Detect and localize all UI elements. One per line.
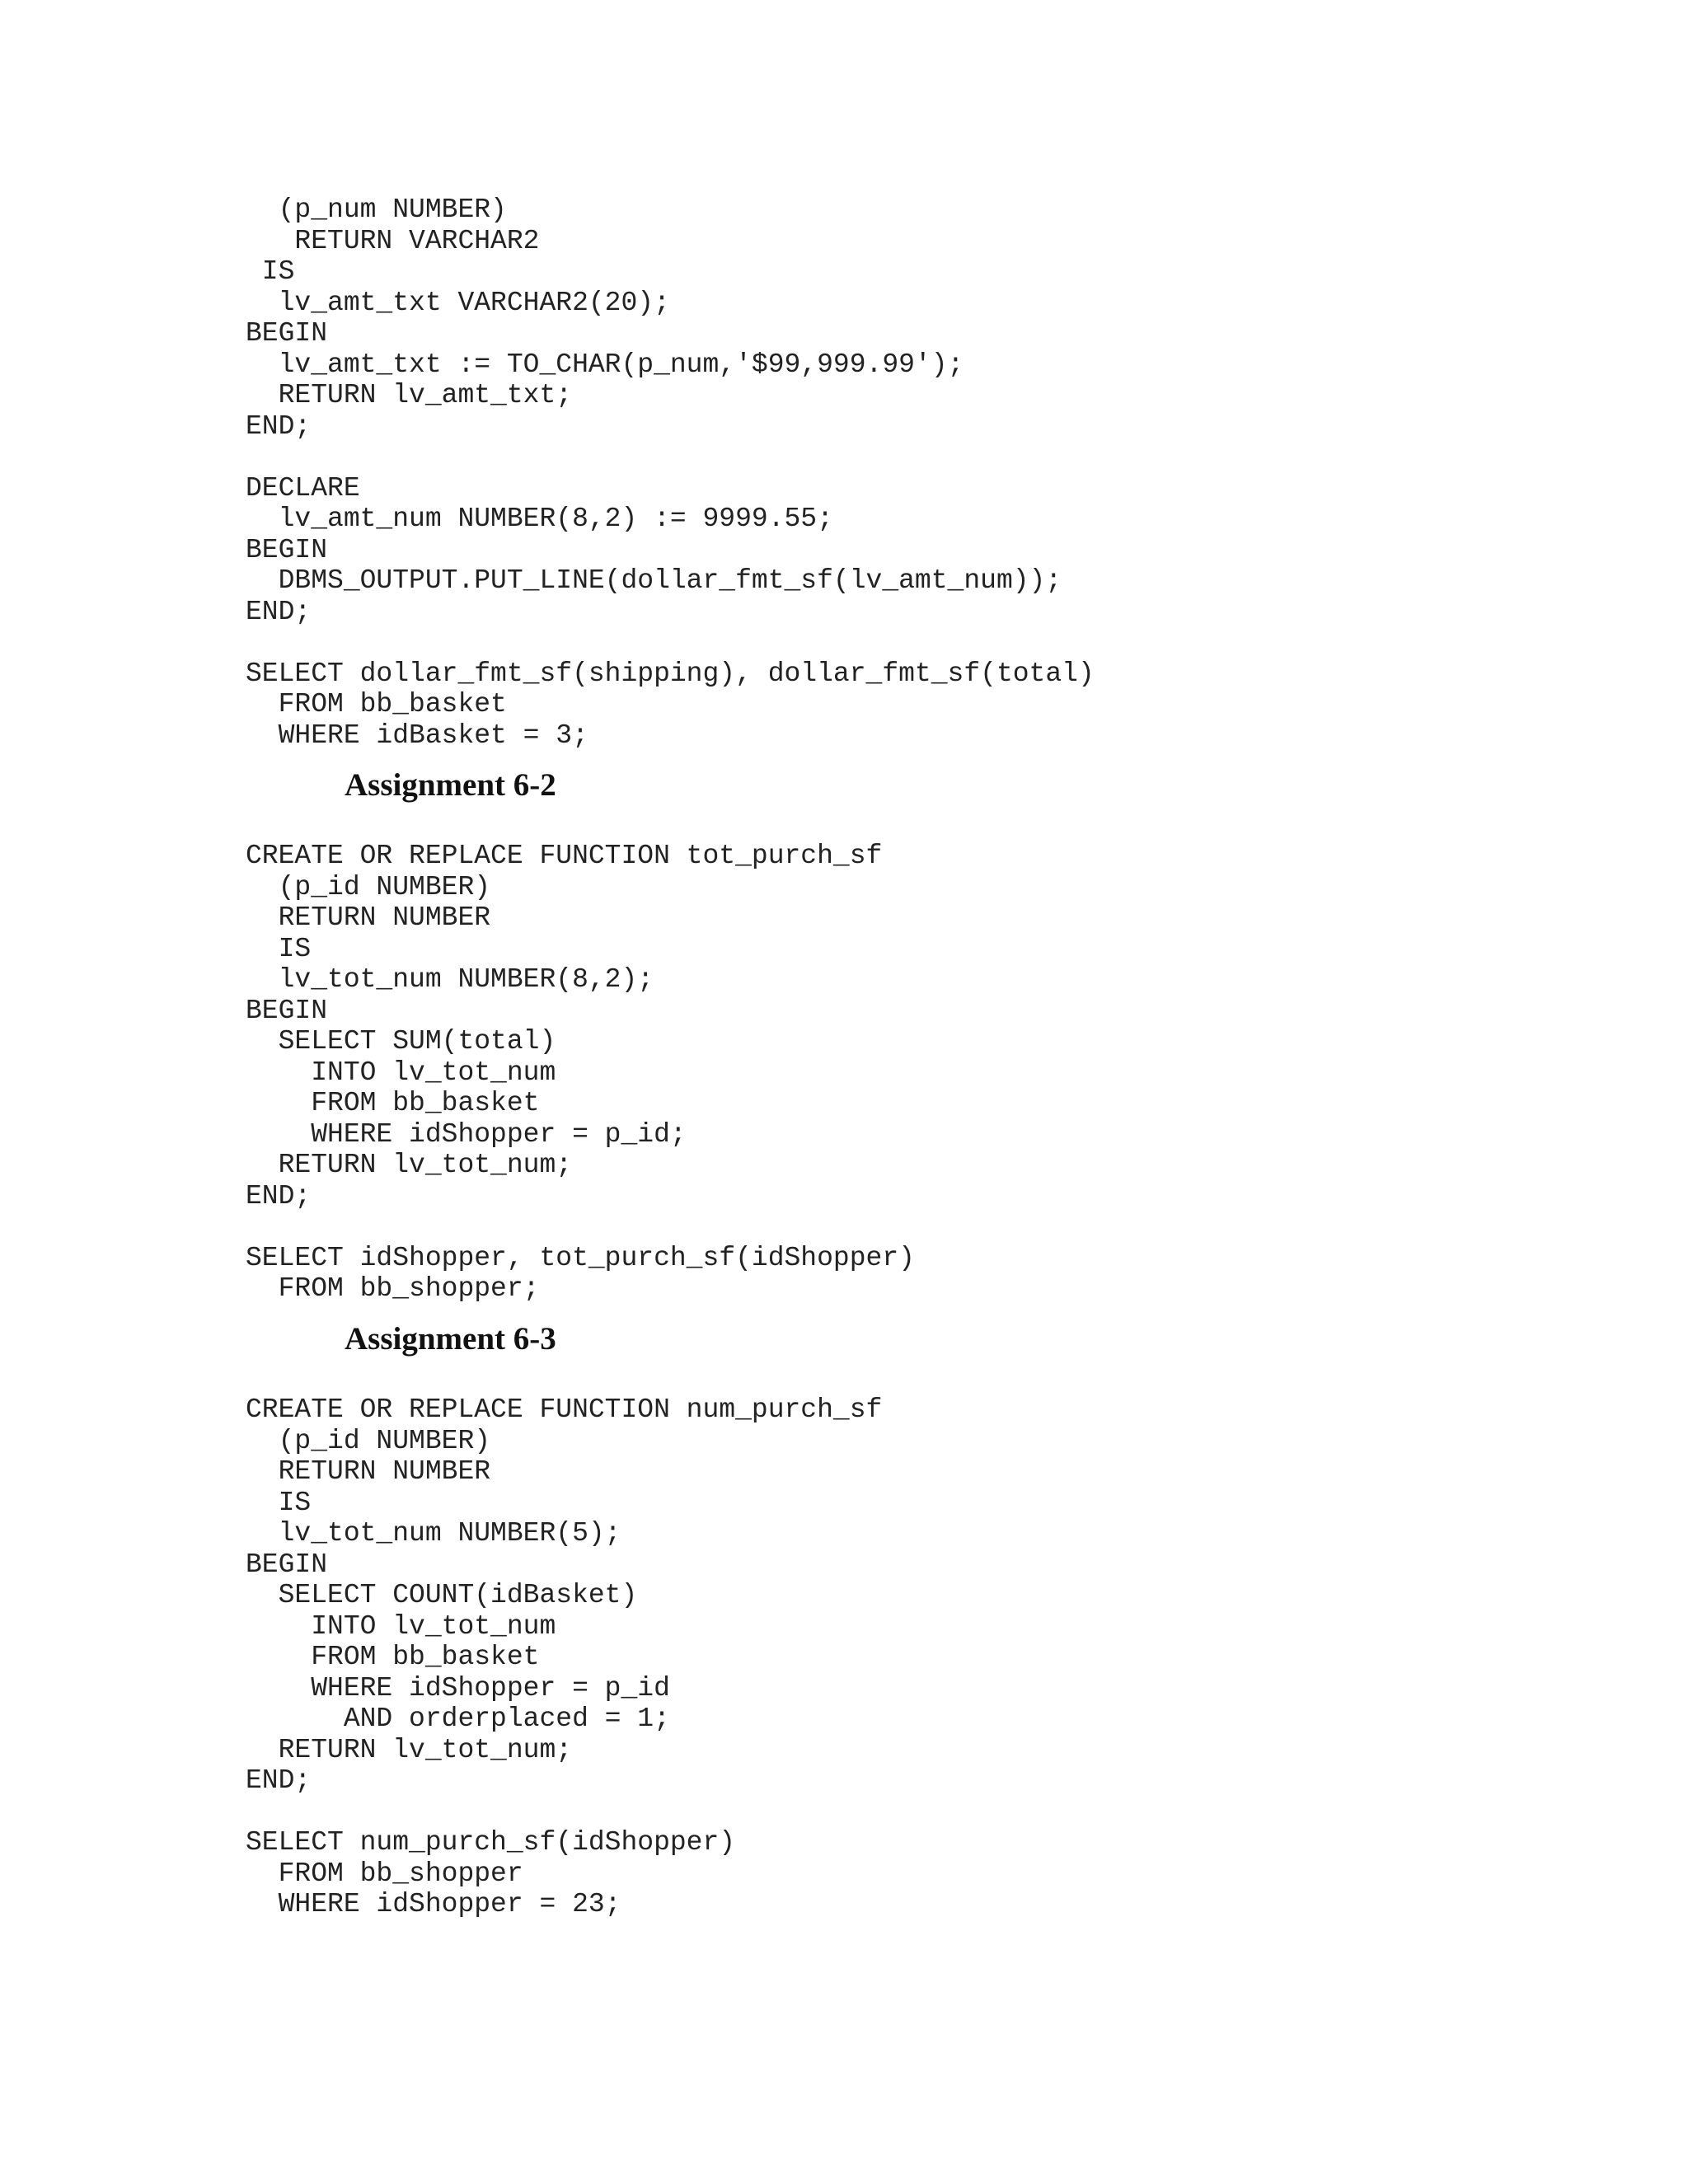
code-line: WHERE idShopper = p_id; <box>246 1118 687 1150</box>
code-line: FROM bb_shopper; <box>246 1273 540 1304</box>
code-line: WHERE idShopper = 23; <box>246 1889 621 1919</box>
code-line: FROM bb_basket <box>246 1088 540 1118</box>
code-line: BEGIN <box>246 1549 328 1580</box>
code-line: WHERE idShopper = p_id <box>246 1672 670 1704</box>
code-line: SELECT COUNT(idBasket) <box>246 1580 638 1610</box>
code-line: SELECT num_purch_sf(idShopper) <box>246 1827 736 1858</box>
code-line: RETURN NUMBER <box>246 1456 491 1487</box>
code-line: DECLARE <box>246 472 360 504</box>
code-line: lv_amt_txt := TO_CHAR(p_num,'$99,999.99'); <box>246 349 964 380</box>
code-line: RETURN lv_tot_num; <box>246 1150 573 1180</box>
code-line: RETURN lv_tot_num; <box>246 1734 573 1765</box>
code-line: SELECT idShopper, tot_purch_sf(idShopper) <box>246 1242 915 1273</box>
code-line: RETURN NUMBER <box>246 902 491 933</box>
code-line: lv_tot_num NUMBER(8,2); <box>246 964 654 995</box>
code-line: RETURN VARCHAR2 <box>246 225 540 256</box>
assignment-6-2-heading: Assignment 6-2 <box>345 767 556 803</box>
code-line: END; <box>246 410 312 442</box>
code-block-num-purch <box>246 1394 882 1920</box>
code-line <box>246 1797 882 1828</box>
code-line: IS <box>246 256 295 287</box>
code-line: lv_tot_num NUMBER(5); <box>246 1518 621 1549</box>
code-line: END; <box>246 1765 312 1796</box>
code-block-tot-purch <box>246 841 915 1305</box>
code-block-dollar-fmt <box>246 194 1095 751</box>
code-line: FROM bb_shopper <box>246 1858 523 1889</box>
code-line: (p_id NUMBER) <box>246 871 491 902</box>
code-line: DBMS_OUTPUT.PUT_LINE(dollar_fmt_sf(lv_amt_num)); <box>246 565 1062 596</box>
code-line: lv_amt_num NUMBER(8,2) := 9999.55; <box>246 504 833 534</box>
code-line: WHERE idBasket = 3; <box>246 719 588 751</box>
code-line: BEGIN <box>246 995 328 1026</box>
code-line: FROM bb_basket <box>246 1642 540 1672</box>
code-line: INTO lv_tot_num <box>246 1610 556 1642</box>
code-line <box>246 442 1095 473</box>
assignment-6-3-heading: Assignment 6-3 <box>345 1321 556 1357</box>
code-line <box>246 627 1095 658</box>
code-line: BEGIN <box>246 534 328 565</box>
code-line: INTO lv_tot_num <box>246 1057 556 1088</box>
code-line: RETURN lv_amt_txt; <box>246 380 573 410</box>
code-line: AND orderplaced = 1; <box>246 1704 670 1734</box>
code-line: END; <box>246 596 312 627</box>
code-line: (p_id NUMBER) <box>246 1425 491 1456</box>
code-line: FROM bb_basket <box>246 689 507 719</box>
code-line: END; <box>246 1180 312 1212</box>
code-line: BEGIN <box>246 318 328 349</box>
code-line: IS <box>246 933 312 964</box>
code-line: CREATE OR REPLACE FUNCTION num_purch_sf <box>246 1394 883 1425</box>
code-line: SELECT dollar_fmt_sf(shipping), dollar_fmt_sf(total) <box>246 658 1095 689</box>
code-line: (p_num NUMBER) <box>246 194 507 225</box>
code-line: SELECT SUM(total) <box>246 1026 556 1057</box>
code-line: CREATE OR REPLACE FUNCTION tot_purch_sf <box>246 841 883 871</box>
code-line: IS <box>246 1487 312 1518</box>
code-line: lv_amt_txt VARCHAR2(20); <box>246 287 670 318</box>
code-line <box>246 1212 915 1243</box>
